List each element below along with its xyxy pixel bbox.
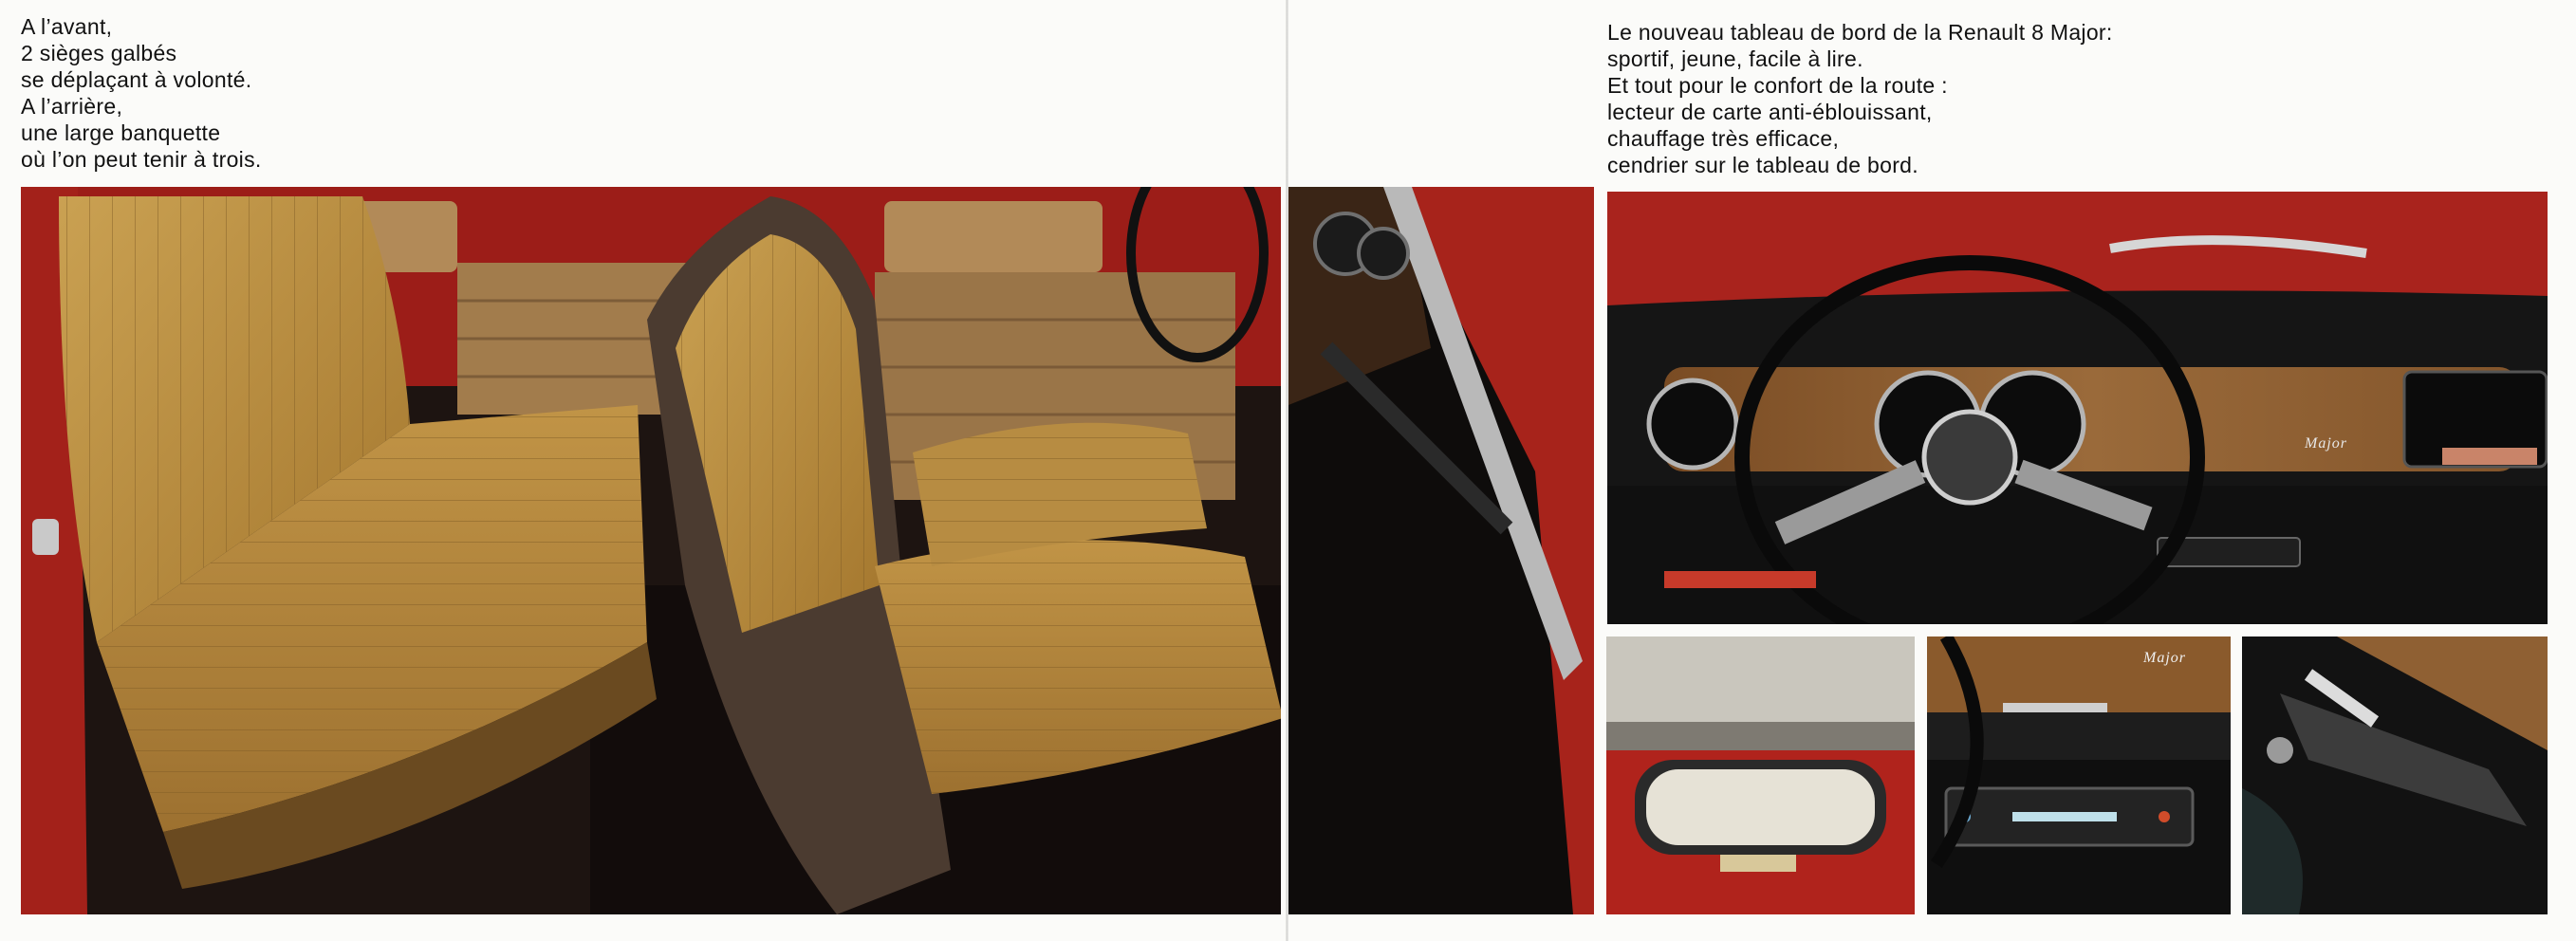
left-caption-line: où l’on peut tenir à trois. [21, 147, 262, 172]
right-caption-line: Le nouveau tableau de bord de la Renault 8 Major: [1607, 20, 2113, 45]
heater-controls-photo [1927, 637, 2231, 914]
heater-major-badge: Major [2143, 650, 2186, 666]
left-caption-line: A l’arrière, [21, 94, 123, 119]
map-reading-light-photo [1606, 637, 1915, 914]
left-caption [21, 13, 262, 173]
left-caption-line: 2 sièges galbés [21, 41, 177, 65]
left-caption-line: une large banquette [21, 120, 221, 145]
right-caption-line: cendrier sur le tableau de bord. [1607, 153, 1918, 177]
right-caption-line: Et tout pour le confort de la route : [1607, 73, 1948, 98]
dashboard-ashtray-photo [2242, 637, 2548, 914]
dashboard-major-badge: Major [2305, 435, 2347, 452]
dashboard-photo [1607, 192, 2548, 624]
dashboard-side-photo [1288, 187, 1594, 914]
right-caption-line: lecteur de carte anti-éblouissant, [1607, 100, 1933, 124]
left-caption-line: se déplaçant à volonté. [21, 67, 252, 92]
right-caption-line: chauffage très efficace, [1607, 126, 1840, 151]
right-caption [1607, 19, 2113, 178]
left-caption-line: A l’avant, [21, 14, 113, 39]
right-caption-line: sportif, jeune, facile à lire. [1607, 46, 1863, 71]
interior-seats-photo [21, 187, 1281, 914]
